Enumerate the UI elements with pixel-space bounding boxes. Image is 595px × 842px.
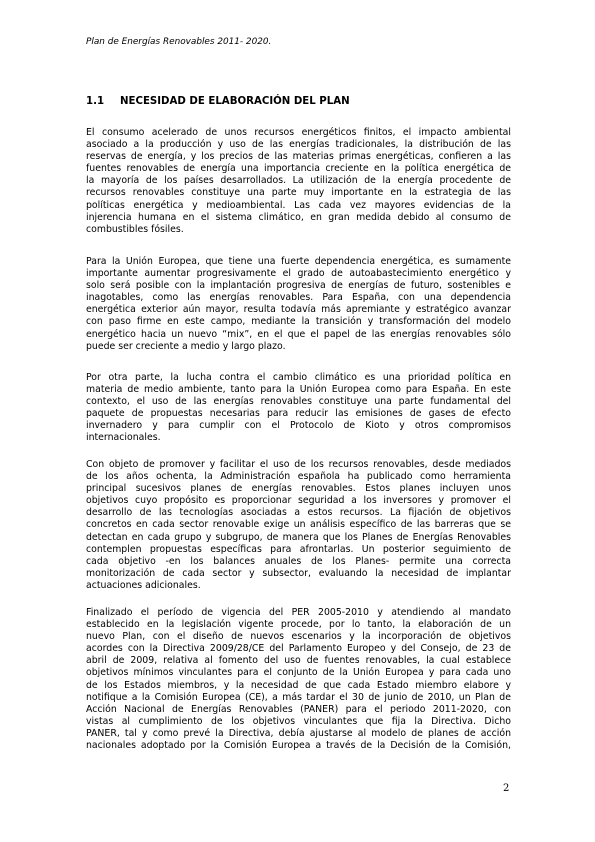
section-heading xyxy=(86,96,350,107)
text-line: nacionales adoptado por la Comisión Europea a través de la Decisión de la Comisión, xyxy=(86,740,511,752)
text-line: fuentes renovables de energía una importancia creciente en la política energética de xyxy=(86,163,511,175)
text-line: principal sucesivos planes de energías renovables. Estos planes incluyen unos xyxy=(86,483,511,495)
text-line: de los Estados miembros, y la necesidad de que cada Estado miembro elabore y xyxy=(86,679,511,691)
paragraph xyxy=(86,256,511,353)
text-line: establecido en la legislación vigente procede, por lo tanto, la elaboración de un xyxy=(86,619,511,631)
text-line: energética exterior aún mayor, resulta todavía más apremiante y estratégico avanzar xyxy=(86,304,511,316)
text-line: combustibles fósiles. xyxy=(86,223,184,235)
text-line: políticas energética y medioambiental. Las cada vez mayores evidencias de la xyxy=(86,199,511,211)
text-line: invernadero y para cumplir con el Protocolo de Kioto y otros compromisos xyxy=(86,420,511,432)
text-line: energético hacia un nuevo “mix”, en el que el papel de las energías renovables sólo xyxy=(86,328,511,340)
text-line: El consumo acelerado de unos recursos energéticos finitos, el impacto ambiental xyxy=(86,127,511,138)
text-line: concretos en cada sector renovable exige un análisis específico de las barreras que se xyxy=(86,519,511,531)
text-line: vistas al cumplimiento de los objetivos vinculantes que fija la Directiva. Dicho xyxy=(86,715,511,727)
text-line: Con objeto de promover y facilitar el uso de los recursos renovables, desde mediados xyxy=(86,459,511,470)
text-line: acordes con la Directiva 2009/28/CE del Parlamento Europeo y del Consejo, de 23 de xyxy=(86,643,511,655)
text-line: objetivos mínimos vinculantes para el conjunto de la Unión Europea y para cada uno xyxy=(86,667,511,679)
text-line: PANER, tal y como prevé la Directiva, debía ajustarse al modelo de planes de acción xyxy=(86,727,511,739)
text-line: Finalizado el período de vigencia del PER 2005-2010 y atendiendo al mandato xyxy=(86,607,511,618)
text-line: contexto, el uso de las energías renovables constituye una parte fundamental del xyxy=(86,396,511,408)
text-line: reservas de energía, y los precios de las materias primas energéticas, confieren a las xyxy=(86,151,511,163)
text-line: importante aumentar progresivamente el grado de autoabastecimiento energético y xyxy=(86,268,511,280)
text-line: internacionales. xyxy=(86,432,161,444)
text-line: la mayoría de los países desarrollados. La utilización de la energía procedente de xyxy=(86,175,511,187)
paragraph xyxy=(86,372,511,445)
text-line: solo será posible con la implantación progresiva de energías de futuro, sostenibles e xyxy=(86,280,511,292)
text-line: inagotables, como las energías renovables. Para España, con una dependencia xyxy=(86,292,511,304)
section-number: 1.1 xyxy=(86,96,105,107)
text-line: contemplen propuestas específicas para afrontarlas. Un posterior seguimiento de xyxy=(86,543,511,555)
text-line: nuevo Plan, con el diseño de nuevos escenarios y la incorporación de objetivos xyxy=(86,631,511,643)
text-line: Para la Unión Europea, que tiene una fuerte dependencia energética, es sumamente xyxy=(86,256,511,267)
text-line: detectan en cada grupo y subgrupo, de manera que los Planes de Energías Renovables xyxy=(86,531,511,543)
paragraph xyxy=(86,607,511,752)
page-number: 2 xyxy=(503,783,510,794)
text-line: de los años ochenta, la Administración española ha publicado como herramienta xyxy=(86,471,511,483)
paragraph xyxy=(86,127,511,236)
text-line: abril de 2009, relativa al fomento del uso de fuentes renovables, la cual establece xyxy=(86,655,511,667)
text-line: con paso firme en este campo, mediante la transición y transformación del modelo xyxy=(86,316,511,328)
text-line: puede ser creciente a medio y largo plazo. xyxy=(86,340,286,352)
text-line: injerencia humana en el sistema climático, en gran medida debido al consumo de xyxy=(86,211,511,223)
section-title: NECESIDAD DE ELABORACIÓN DEL PLAN xyxy=(120,96,350,107)
text-line: objetivos cuyo propósito es proporcionar seguridad a los inversores y promover el xyxy=(86,495,511,507)
text-line: notifique a la Comisión Europea (CE), a más tardar el 30 de junio de 2010, un Plan de xyxy=(86,691,511,703)
text-line: recursos renovables constituye una parte muy importante en la estrategia de las xyxy=(86,187,511,199)
text-line: Acción Nacional de Energías Renovables (PANER) para el periodo 2011-2020, con xyxy=(86,703,511,715)
text-line: asociado a la producción y uso de las energías tradicionales, la distribución de las xyxy=(86,139,511,151)
text-line: cada objetivo -en los balances anuales de los Planes- permite una correcta xyxy=(86,555,511,567)
text-line: paquete de propuestas necesarias para reducir las emisiones de gases de efecto xyxy=(86,408,511,420)
text-line: materia de medio ambiente, tanto para la Unión Europea como para España. En este xyxy=(86,384,511,396)
paragraph xyxy=(86,459,511,592)
text-line: actuaciones adicionales. xyxy=(86,579,201,591)
running-header: Plan de Energías Renovables 2011- 2020. xyxy=(86,37,272,47)
text-line: Por otra parte, la lucha contra el cambio climático es una prioridad política en xyxy=(86,372,511,383)
text-line: monitorización de cada sector y subsector, evaluando la necesidad de implantar xyxy=(86,567,511,579)
text-line: desarrollo de las tecnologías asociadas a estos recursos. La fijación de objetivos xyxy=(86,507,511,519)
